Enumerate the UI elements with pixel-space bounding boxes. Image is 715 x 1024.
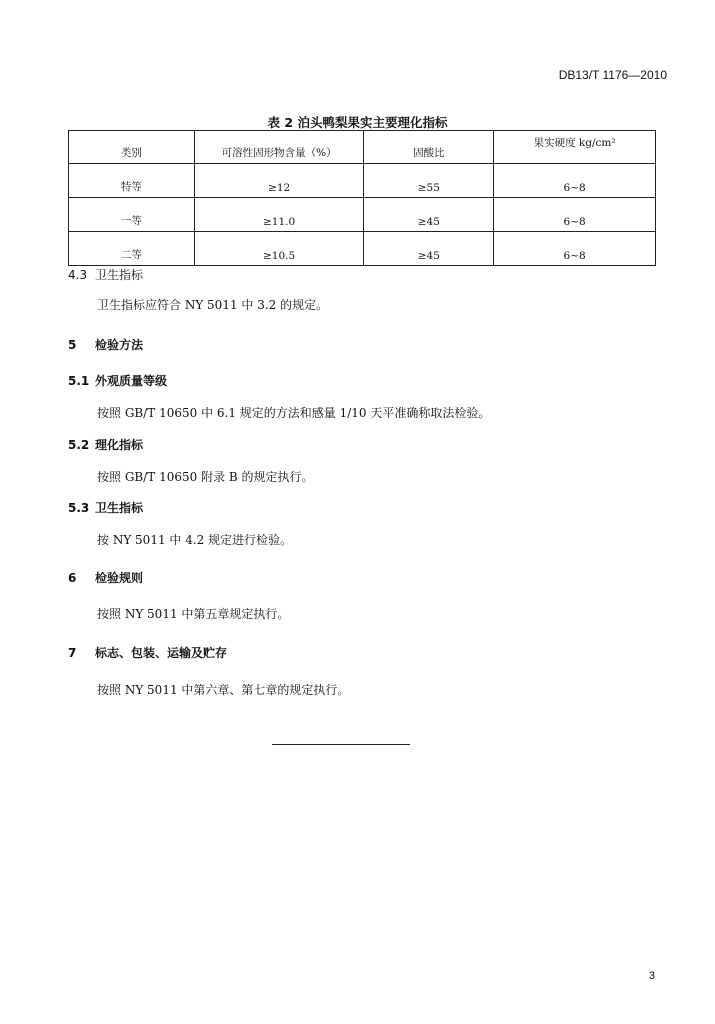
indicator-table [68, 130, 656, 266]
table-cell: 6~8 [494, 232, 656, 266]
column-header-firmness: 果实硬度 kg/cm² [494, 131, 656, 164]
section-5-2-text: 按照 GB/T 10650 附录 B 的规定执行。 [97, 470, 314, 484]
column-header-soluble-solids: 可溶性固形物含量（%） [194, 131, 364, 164]
column-header-sugar-acid-ratio: 固酸比 [364, 131, 494, 164]
table-title: 表 2 泊头鸭梨果实主要理化指标 [267, 115, 448, 130]
section-4-3-heading: 4.3 卫生指标 [68, 268, 144, 282]
table-cell: ≥12 [194, 164, 364, 198]
table-row [69, 164, 656, 198]
table-row [69, 198, 656, 232]
table-cell: 6~8 [494, 198, 656, 232]
table-cell: ≥10.5 [194, 232, 364, 266]
section-5-heading: 5 检验方法 [68, 338, 144, 352]
end-divider [272, 744, 410, 745]
table-header-row [69, 131, 656, 164]
section-7-text: 按照 NY 5011 中第六章、第七章的规定执行。 [97, 683, 350, 697]
section-7-heading: 7 标志、包装、运输及贮存 [68, 646, 228, 660]
table-cell: 6~8 [494, 164, 656, 198]
section-5-2-heading: 5.2 理化指标 [68, 438, 144, 452]
document-code: DB13/T 1176—2010 [558, 68, 667, 82]
table-cell: ≥11.0 [194, 198, 364, 232]
section-6-heading: 6 检验规则 [68, 571, 144, 585]
page-number: 3 [648, 970, 655, 982]
section-5-1-text: 按照 GB/T 10650 中 6.1 规定的方法和感量 1/10 天平准确称取法检验。 [97, 406, 491, 420]
table-cell: ≥55 [364, 164, 494, 198]
section-5-1-heading: 5.1 外观质量等级 [68, 374, 168, 388]
table-cell: ≥45 [364, 198, 494, 232]
column-header-category: 类别 [69, 131, 195, 164]
table-cell: 特等 [69, 164, 195, 198]
section-4-3-text: 卫生指标应符合 NY 5011 中 3.2 的规定。 [97, 298, 329, 312]
table-cell: ≥45 [364, 232, 494, 266]
section-5-3-heading: 5.3 卫生指标 [68, 501, 144, 515]
table-row [69, 232, 656, 266]
table-cell: 二等 [69, 232, 195, 266]
section-6-text: 按照 NY 5011 中第五章规定执行。 [97, 607, 290, 621]
section-5-3-text: 按 NY 5011 中 4.2 规定进行检验。 [97, 533, 293, 547]
table-cell: 一等 [69, 198, 195, 232]
